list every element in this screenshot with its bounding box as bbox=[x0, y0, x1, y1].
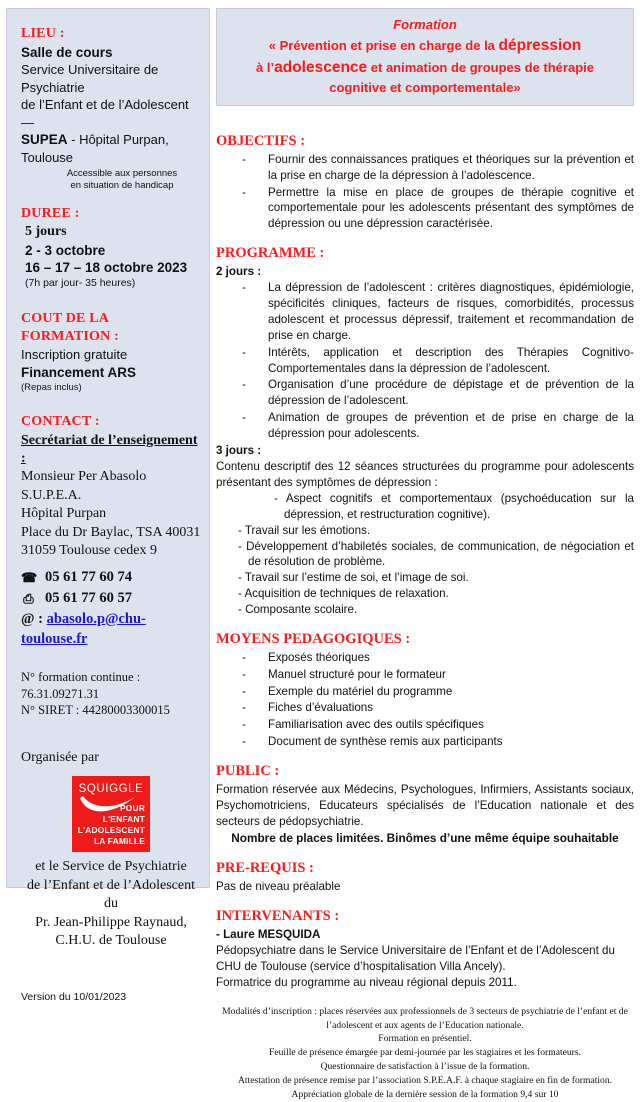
intervenants-heading: INTERVENANTS : bbox=[216, 907, 340, 924]
list-item: - Composante scolaire. bbox=[238, 603, 358, 617]
cout-repas: (Repas inclus) bbox=[21, 381, 82, 393]
contact-fax-number: 05 61 77 60 57 bbox=[45, 589, 132, 606]
footnote-line: Questionnaire de satisfaction à l’issue de la formation. bbox=[320, 1061, 530, 1073]
partner-line3: Pr. Jean-Philippe Raynaud, bbox=[35, 914, 187, 930]
contact-phone-number: 05 61 77 60 74 bbox=[45, 568, 132, 585]
programme-heading: PROGRAMME : bbox=[216, 245, 325, 262]
contact-fax-row bbox=[21, 588, 201, 609]
lieu-supea-label: SUPEA bbox=[21, 131, 68, 147]
duree-dates-oct-first: 2 - 3 octobre bbox=[25, 242, 106, 258]
title-keyword-adolescence: adolescence bbox=[274, 58, 368, 76]
prerequis-text: Pas de niveau préalable bbox=[216, 880, 341, 894]
intervenant-bio-line1: Pédopsychiatre dans le Service Universitaire de l’Enfant et de l’Adolescent du CHU de Toulouse (service d’hospitalisation Villa Ancely). bbox=[216, 943, 615, 973]
programme-2jours-label: 2 jours : bbox=[216, 265, 262, 279]
accessibility-note-line2: en situation de handicap bbox=[70, 180, 174, 192]
version-label: Version du 10/01/2023 bbox=[21, 990, 127, 1003]
moyens-list bbox=[216, 650, 634, 750]
list-item: - Exemple du matériel du programme bbox=[242, 684, 634, 700]
list-item: - Exposés théoriques bbox=[242, 650, 634, 666]
lieu-heading: LIEU : bbox=[21, 26, 65, 41]
programme-2jours-list bbox=[216, 280, 634, 442]
logo-container bbox=[21, 776, 201, 852]
list-item: - Fiches d’évaluations bbox=[242, 700, 634, 716]
duree-hours: (7h par jour- 35 heures) bbox=[25, 277, 136, 290]
footnote-block bbox=[216, 1005, 634, 1102]
contact-person: Monsieur Per Abasolo bbox=[21, 469, 147, 485]
partner-line2: de l’Enfant et de l’Adolescent du bbox=[27, 877, 195, 912]
list-item: - Fournir des connaissances pratiques et théoriques sur la prévention et la prise en charge de la dépression à l’adolescence. bbox=[242, 152, 634, 184]
right-content-panel bbox=[216, 8, 634, 1101]
lieu-hospital-rest: - Hôpital Purpan, bbox=[67, 131, 169, 147]
partner-line4: C.H.U. de Toulouse bbox=[55, 933, 167, 949]
logo-brand-text: SQUIGGLE bbox=[78, 783, 144, 796]
list-item: - Intérêts, application et description des Thérapies Cognitivo-Comportementales dans la dépression de l’adolescent. bbox=[242, 345, 634, 377]
logo-tagline-line3: L'ADOLESCENT bbox=[77, 825, 145, 836]
title-line1-text: « Prévention et prise en charge de la bbox=[268, 37, 499, 53]
contact-phone-row bbox=[21, 567, 201, 588]
list-item: - Document de synthèse remis aux participants bbox=[242, 734, 634, 750]
moyens-heading: MOYENS PEDAGOGIQUES : bbox=[216, 630, 411, 647]
formation-continue-number: N° formation continue : 76.31.09271.31 bbox=[21, 670, 141, 701]
title-line3: cognitive et comportementale» bbox=[329, 79, 521, 95]
list-item: - Animation de groupes de prévention et de prise en charge de la dépression pour adolescents. bbox=[242, 410, 634, 442]
intervenant-name: - Laure MESQUIDA bbox=[216, 927, 321, 941]
fax-icon: ⎙ bbox=[23, 590, 34, 606]
cout-heading: COUT DE LA FORMATION : bbox=[21, 311, 119, 344]
footnote-line: Appréciation globale de la dernière session de la formation 9,4 sur 10 bbox=[291, 1089, 559, 1101]
logo-tagline-line1: POUR bbox=[120, 802, 145, 813]
contact-email-row bbox=[21, 609, 201, 650]
footnote-line: Modalités d’inscription : places réservées aux professionnels de 3 secteurs de psychiatrie de l’enfant et de bbox=[222, 1005, 628, 1017]
cout-financement: Financement ARS bbox=[21, 364, 137, 380]
contact-org: S.U.P.E.A. bbox=[21, 487, 82, 503]
objectifs-list bbox=[216, 152, 634, 232]
siret-number: N° SIRET : 44280003300015 bbox=[21, 703, 170, 718]
list-item: - Acquisition de techniques de relaxation. bbox=[238, 587, 449, 601]
accessibility-note-line1: Accessible aux personnes bbox=[66, 168, 178, 180]
cout-inscription: Inscription gratuite bbox=[21, 347, 128, 363]
footnote-line: Attestation de présence remise par l’association S.P.E.A.F. à chaque stagiaire en fin de formation. bbox=[237, 1075, 613, 1087]
duree-days: 5 jours bbox=[25, 224, 67, 240]
at-icon: @ : bbox=[21, 610, 47, 627]
logo-tagline bbox=[78, 803, 145, 847]
list-item: - Familiarisation avec des outils spécifiques bbox=[242, 717, 634, 733]
left-info-panel bbox=[6, 8, 210, 1003]
footnote-line: l’adolescent et aux agents de l’Education nationale. bbox=[326, 1019, 524, 1031]
title-line2-prefix: à l’ bbox=[256, 59, 275, 75]
lieu-city: Toulouse bbox=[21, 149, 74, 165]
public-note: Nombre de places limitées. Binômes d’une même équipe souhaitable bbox=[231, 830, 619, 845]
programme-3jours-intro: Contenu descriptif des 12 séances structurées du programme pour adolescents présentant des symptômes de dépression : bbox=[216, 460, 634, 490]
list-item: - La dépression de l’adolescent : critères diagnostiques, épidémiologie, spécificités cliniques, facteurs de risques, comorbidités, processus adolescent et processus dépressif, traitement et recommandation de prise en charge. bbox=[242, 280, 634, 344]
duree-dates-oct-second: 16 – 17 – 18 octobre 2023 bbox=[25, 260, 188, 276]
list-item: - Aspect cognitifs et comportementaux (psychoéducation sur la dépression, et restructuration cognitive). bbox=[274, 491, 634, 521]
contact-subheading: Secrétariat de l’enseignement : bbox=[21, 432, 198, 467]
logo-tagline-line4: LA FAMILLE bbox=[93, 836, 145, 847]
title-keyword-depression: dépression bbox=[498, 36, 582, 54]
list-item: - Permettre la mise en place de groupes de thérapie cognitive et comportementale pour les adolescents présentant des symptômes de dépression ou une dépression caractérisée. bbox=[242, 185, 634, 233]
objectifs-heading: OBJECTIFS : bbox=[216, 132, 306, 149]
lieu-service-line1: Service Universitaire de Psychiatrie bbox=[21, 62, 159, 95]
contact-hospital: Hôpital Purpan bbox=[21, 506, 107, 522]
footnote-line: Feuille de présence émargée par demi-journée par les stagiaires et les formateurs. bbox=[268, 1047, 582, 1059]
lieu-hospital bbox=[21, 131, 201, 149]
title-line2 bbox=[227, 57, 623, 79]
list-item: - Développement d’habiletés sociales, de communication, de négociation et de résolution de problème. bbox=[238, 539, 634, 569]
list-item: - Travail sur l’estime de soi, et l’image de soi. bbox=[238, 571, 469, 585]
list-item: - Organisation d’une procédure de dépistage et de prévention de la dépression de l’adolescent. bbox=[242, 377, 634, 409]
contact-street: Place du Dr Baylac, TSA 40031 bbox=[21, 524, 201, 540]
title-line2-rest: et animation de groupes de thérapie bbox=[367, 59, 594, 75]
organised-by-label: Organisée par bbox=[21, 749, 99, 765]
title-line1 bbox=[227, 35, 623, 57]
public-heading: PUBLIC : bbox=[216, 763, 280, 780]
duree-heading: DUREE : bbox=[21, 205, 80, 221]
intervenant-bio-line2: Formatrice du programme au niveau régional depuis 2011. bbox=[216, 975, 517, 989]
contact-postcode: 31059 Toulouse cedex 9 bbox=[21, 543, 158, 559]
logo-tagline-line2: L'ENFANT bbox=[102, 813, 145, 824]
contact-heading: CONTACT : bbox=[21, 414, 100, 430]
contact-email-link[interactable]: abasolo.p@chu-toulouse.fr bbox=[21, 610, 146, 647]
lieu-room: Salle de cours bbox=[21, 44, 113, 60]
list-item: - Travail sur les émotions. bbox=[238, 523, 371, 537]
title-block bbox=[216, 8, 634, 106]
list-item: - Manuel structuré pour le formateur bbox=[242, 667, 634, 683]
footnote-line: Formation en présentiel. bbox=[378, 1033, 472, 1045]
public-text: Formation réservée aux Médecins, Psychologues, Infirmiers, Assistants sociaux, Psychomotriciens, Educateurs spécialisés de l’Education nationale et des secteurs de pédopsychiatrie. bbox=[216, 782, 634, 828]
partner-line1: et le Service de Psychiatrie bbox=[35, 859, 187, 875]
programme-3jours-label: 3 jours : bbox=[216, 443, 262, 457]
squiggle-logo bbox=[72, 776, 150, 852]
phone-icon: ☎ bbox=[21, 569, 38, 585]
lieu-service-line2: de l’Enfant et de l’Adolescent — bbox=[21, 97, 189, 130]
title-formation-label: Formation bbox=[393, 17, 457, 32]
prerequis-heading: PRE-REQUIS : bbox=[216, 860, 314, 877]
